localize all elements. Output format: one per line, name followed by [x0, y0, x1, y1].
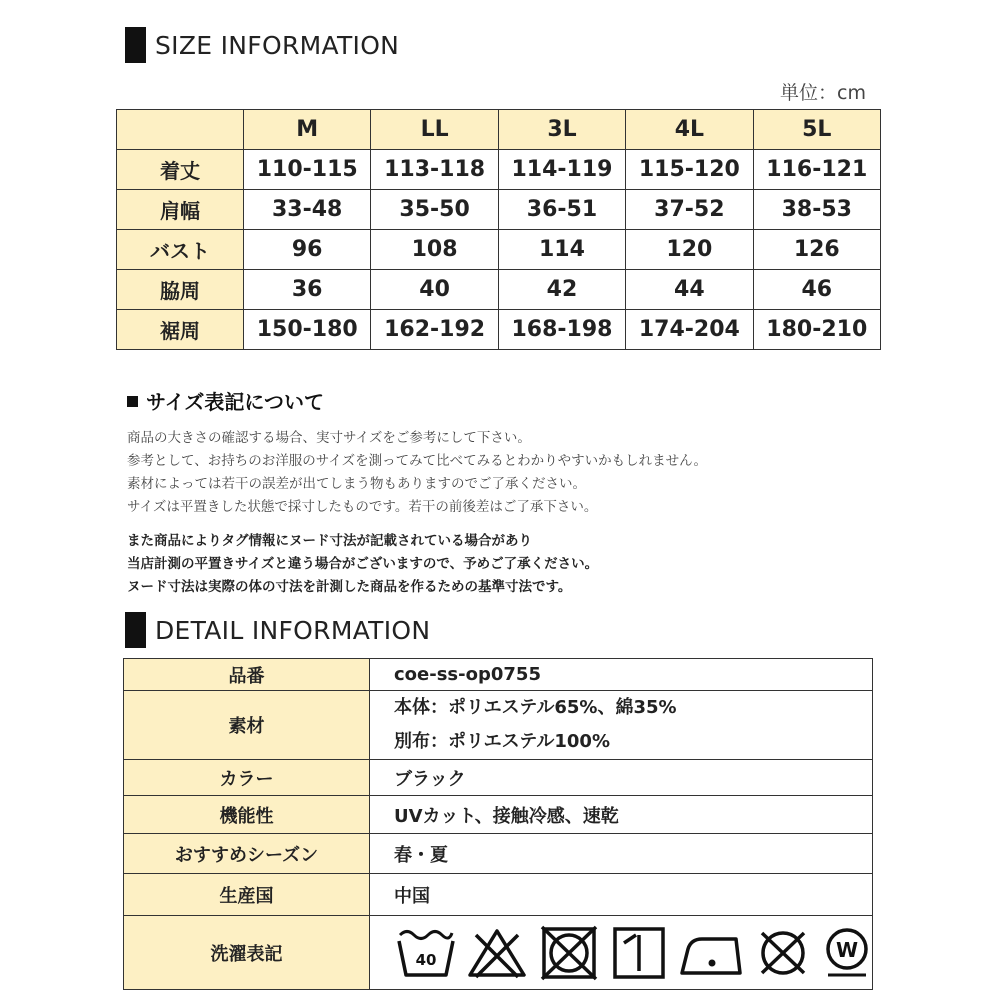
square-bullet-icon: [127, 396, 138, 407]
note-line: サイズは平置きした状態で採寸したものです。若干の前後差はご了承下さい。: [127, 499, 598, 515]
size-row-label: 脇周: [117, 270, 244, 310]
note-line: 参考として、お持ちのお洋服のサイズを測ってみて比べてみるとわかりやすいかもしれません。: [127, 453, 707, 469]
size-cell: 126: [753, 230, 880, 270]
size-row: [117, 310, 881, 350]
size-cell: 162-192: [371, 310, 498, 350]
size-row: [117, 190, 881, 230]
detail-table: [123, 658, 873, 990]
size-cell: 96: [244, 230, 371, 270]
size-row-label: 着丈: [117, 150, 244, 190]
size-notes-title-text: サイズ表記について: [146, 390, 324, 414]
size-cell: 44: [626, 270, 753, 310]
wet-clean-letter: W: [835, 937, 859, 962]
size-cell: 174-204: [626, 310, 753, 350]
size-cell: 46: [753, 270, 880, 310]
material-line: 本体：ポリエステル65%、綿35%: [394, 697, 677, 718]
size-col-header: 5L: [753, 110, 880, 150]
size-row: [117, 270, 881, 310]
detail-row: [124, 760, 873, 796]
size-col-header: M: [244, 110, 371, 150]
size-cell: 116-121: [753, 150, 880, 190]
line-dry-icon: [610, 925, 668, 981]
detail-label: 素材: [124, 691, 370, 760]
heading-bar: [125, 27, 146, 63]
size-row: [117, 230, 881, 270]
size-cell: 114: [498, 230, 625, 270]
size-row: [117, 150, 881, 190]
wash-temp-label: 40: [415, 950, 437, 969]
size-cell: 180-210: [753, 310, 880, 350]
note-bold-line: ヌード寸法は実際の体の寸法を計測した商品を作るための基準寸法です。: [127, 579, 572, 595]
detail-row: [124, 834, 873, 874]
size-table: [116, 109, 881, 350]
size-cell: 36: [244, 270, 371, 310]
detail-value: UVカット、接触冷感、速乾: [370, 796, 873, 834]
size-cell: 38-53: [753, 190, 880, 230]
size-cell: 35-50: [371, 190, 498, 230]
no-tumble-dry-icon: [538, 925, 600, 981]
size-row-label: 裾周: [117, 310, 244, 350]
heading-bar: [125, 612, 146, 648]
size-cell: 37-52: [626, 190, 753, 230]
no-dry-clean-icon: [754, 925, 812, 981]
wet-clean-icon: [822, 925, 872, 981]
size-col-header: 3L: [498, 110, 625, 150]
size-cell: 120: [626, 230, 753, 270]
size-header-row: [117, 110, 881, 150]
size-cell: 168-198: [498, 310, 625, 350]
note-bold-line: また商品によりタグ情報にヌード寸法が記載されている場合があり: [127, 533, 532, 549]
note-bold-line: 当店計測の平置きサイズと違う場合がございますので、予めご了承ください。: [127, 556, 599, 572]
unit-label: 単位：cm: [780, 82, 866, 104]
size-row-label: バスト: [117, 230, 244, 270]
size-info-heading: [125, 27, 399, 63]
size-cell: 150-180: [244, 310, 371, 350]
size-cell: 110-115: [244, 150, 371, 190]
detail-label: 機能性: [124, 796, 370, 834]
detail-row: [124, 796, 873, 834]
detail-value: 春・夏: [370, 834, 873, 874]
detail-label: 洗濯表記: [124, 916, 370, 990]
detail-label: おすすめシーズン: [124, 834, 370, 874]
detail-row: [124, 916, 873, 990]
detail-row: [124, 874, 873, 916]
size-notes-title: [127, 386, 324, 415]
size-cell: 113-118: [371, 150, 498, 190]
size-cell: 36-51: [498, 190, 625, 230]
note-line: 素材によっては若干の誤差が出てしまう物もありますのでご了承ください。: [127, 476, 586, 492]
size-col-header: LL: [371, 110, 498, 150]
size-col-header: 4L: [626, 110, 753, 150]
size-cell: 40: [371, 270, 498, 310]
detail-info-title: DETAIL INFORMATION: [155, 615, 431, 645]
detail-row: [124, 659, 873, 691]
detail-info-heading: [125, 612, 430, 648]
care-icons-cell: [370, 916, 873, 990]
detail-label: 品番: [124, 659, 370, 691]
detail-row: [124, 691, 873, 760]
size-row-label: 肩幅: [117, 190, 244, 230]
size-info-title: SIZE INFORMATION: [155, 30, 400, 60]
size-cell: 108: [371, 230, 498, 270]
wash-40-icon: [396, 925, 456, 981]
detail-value: 中国: [370, 874, 873, 916]
size-cell: 42: [498, 270, 625, 310]
care-icons: [394, 925, 872, 981]
detail-label: カラー: [124, 760, 370, 796]
detail-label: 生産国: [124, 874, 370, 916]
size-corner-cell: [117, 110, 244, 150]
size-cell: 115-120: [626, 150, 753, 190]
detail-value-material: [370, 691, 873, 760]
no-bleach-icon: [466, 925, 528, 981]
detail-value: coe-ss-op0755: [370, 659, 873, 691]
iron-low-icon: [678, 925, 744, 981]
size-cell: 33-48: [244, 190, 371, 230]
material-line: 別布：ポリエステル100%: [394, 731, 610, 752]
note-line: 商品の大きさの確認する場合、実寸サイズをご参考にして下さい。: [127, 430, 531, 446]
size-cell: 114-119: [498, 150, 625, 190]
detail-value: ブラック: [370, 760, 873, 796]
